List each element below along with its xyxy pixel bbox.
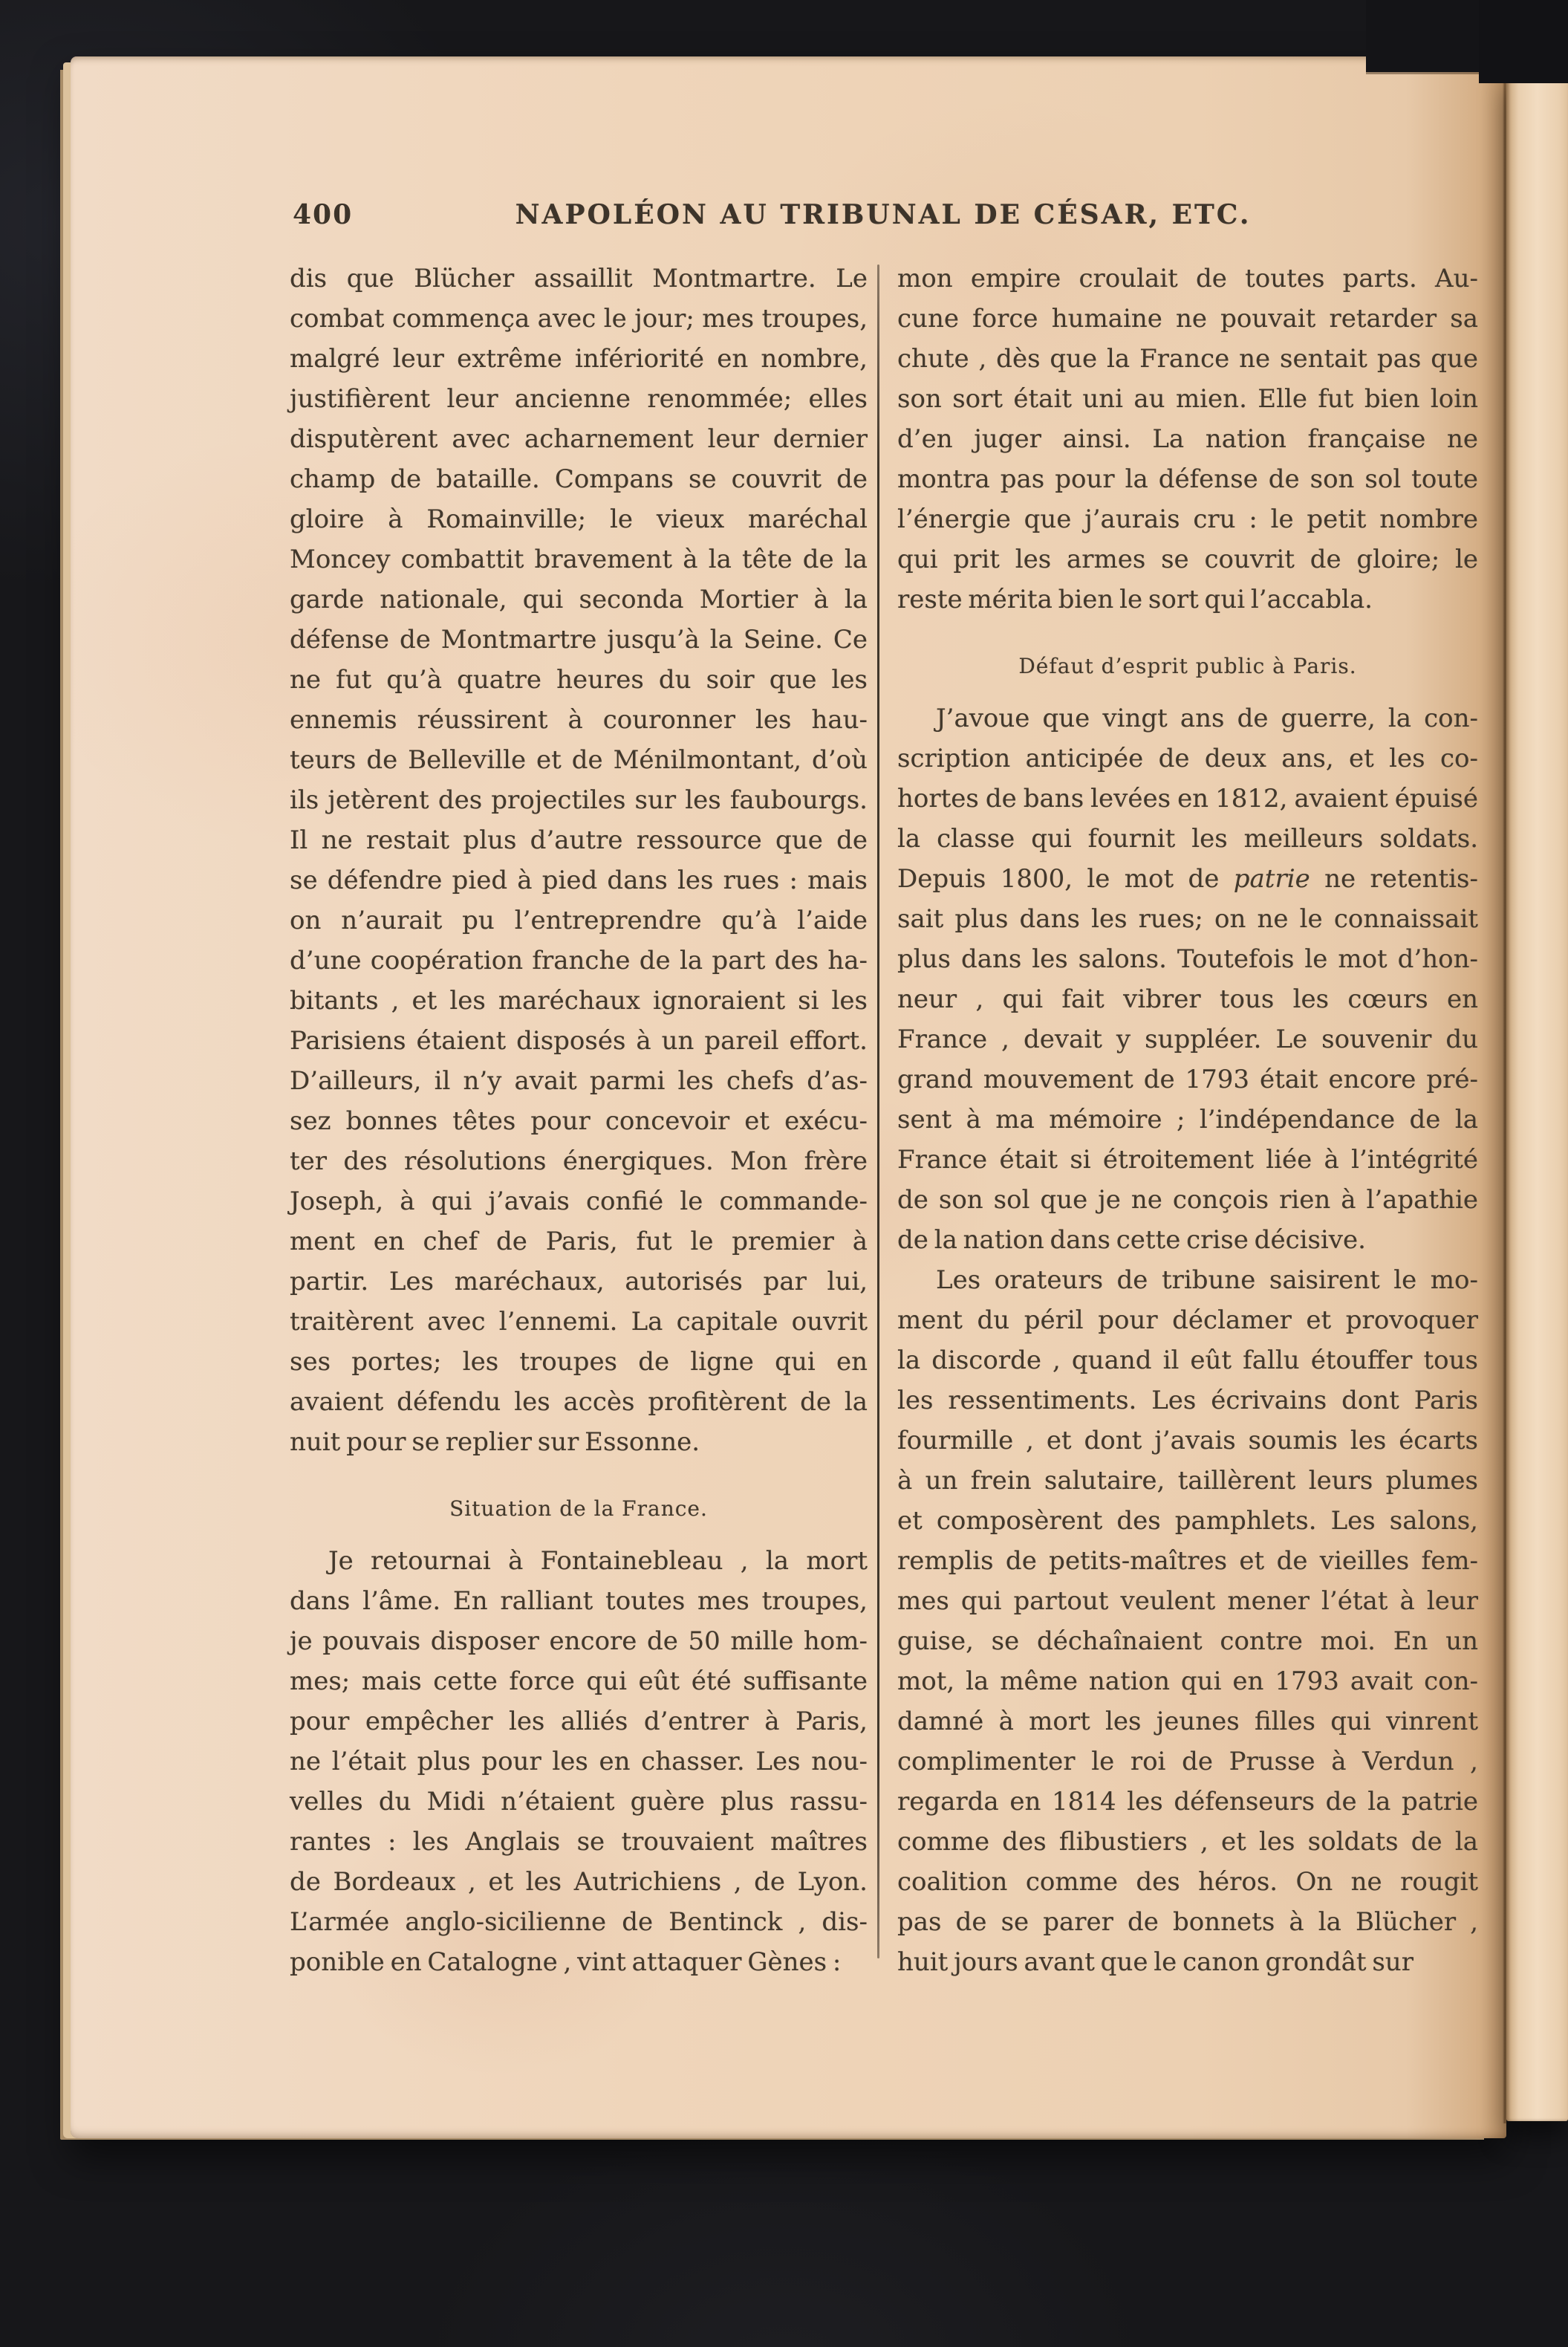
body-text-line: la discorde , quand il eût fallu étouffer tous	[897, 1345, 1478, 1375]
body-text-line: sent à ma mémoire ; l’indépendance de la	[897, 1105, 1478, 1134]
body-text-line: ennemis réussirent à couronner les hau-	[290, 705, 868, 735]
body-text-line: Les orateurs de tribune saisirent le mo-	[936, 1265, 1478, 1295]
body-text-line: et composèrent des pamphlets. Les salons,	[897, 1506, 1478, 1536]
body-text-line: teurs de Belleville et de Ménilmontant, d’où	[290, 745, 868, 775]
body-text-line: mes qui partout veulent mener l’état à leur	[897, 1586, 1478, 1616]
column-divider-rule	[877, 264, 879, 1958]
body-text-line: ils jetèrent des projectiles sur les faubourgs.	[290, 785, 868, 815]
body-text-line: Parisiens étaient disposés à un pareil effort.	[290, 1026, 868, 1056]
body-text-line: France était si étroitement liée à l’intégrité	[897, 1145, 1478, 1175]
body-text-line: fourmille , et dont j’avais soumis les écarts	[897, 1426, 1478, 1455]
body-text-line: comme des flibustiers , et les soldats de la	[897, 1827, 1478, 1857]
right-text-column	[897, 259, 1478, 1982]
section-heading: Situation de la France.	[449, 1496, 708, 1521]
page-header	[290, 199, 1477, 259]
body-text-line: damné à mort les jeunes filles qui vinrent	[897, 1707, 1478, 1736]
body-text-line: Joseph, à qui j’avais confié le commande-	[290, 1187, 868, 1216]
body-text-line: ment du péril pour déclamer et provoquer	[897, 1305, 1478, 1335]
body-text-line: l’énergie que j’aurais cru : le petit nombre	[897, 504, 1478, 534]
body-text-line: mon empire croulait de toutes parts. Au-	[897, 264, 1478, 293]
body-text-line: d’en juger ainsi. La nation française ne	[897, 424, 1478, 454]
body-text-line: de son sol que je ne conçois rien à l’apathie	[897, 1185, 1478, 1215]
body-text-line: partir. Les maréchaux, autorisés par lui,	[290, 1267, 868, 1296]
body-text-line: bitants , et les maréchaux ignoraient si les	[290, 986, 868, 1016]
body-text-line: J’avoue que vingt ans de guerre, la con-	[936, 704, 1478, 733]
body-text-line: cune force humaine ne pouvait retarder sa	[897, 304, 1478, 334]
page-content	[290, 199, 1478, 1977]
section-heading: Défaut d’esprit public à Paris.	[1018, 654, 1357, 678]
body-text-line: regarda en 1814 les défenseurs de la patrie	[897, 1787, 1478, 1817]
body-text-line: Depuis 1800, le mot de patrie ne retentis-	[897, 864, 1478, 894]
body-text-line: coalition comme des héros. On ne rougit	[897, 1867, 1478, 1897]
body-text-line: on n’aurait pu l’entreprendre qu’à l’aide	[290, 906, 868, 935]
body-text-line: champ de bataille. Compans se couvrit de	[290, 464, 868, 494]
book-cover-corner	[1479, 0, 1568, 83]
body-text-line: guise, se déchaînaient contre moi. En un	[897, 1626, 1478, 1656]
adjacent-page-edge	[1506, 71, 1568, 2121]
body-text-line: reste mérita bien le sort qui l’accabla.	[897, 585, 1373, 614]
body-text-line: ter des résolutions énergiques. Mon frère	[290, 1146, 868, 1176]
body-text-line: la classe qui fournit les meilleurs soldats.	[897, 824, 1478, 854]
body-text-line: je pouvais disposer encore de 50 mille hom-	[290, 1626, 868, 1656]
body-text-line: pour empêcher les alliés d’entrer à Paris,	[290, 1707, 868, 1736]
body-text-line: traitèrent avec l’ennemi. La capitale ouvrit	[290, 1307, 868, 1337]
body-text-line: huit jours avant que le canon grondât sur	[897, 1947, 1414, 1977]
body-text-line: scription anticipée de deux ans, et les co-	[897, 744, 1478, 773]
body-text-line: ment en chef de Paris, fut le premier à	[290, 1227, 868, 1256]
body-text-line: dans l’âme. En ralliant toutes mes troupes,	[290, 1586, 868, 1616]
body-text-line: de Bordeaux , et les Autrichiens , de Lyon.	[290, 1867, 868, 1897]
body-text-line: hortes de bans levées en 1812, avaient épuisé	[897, 784, 1478, 814]
body-text-line: les ressentiments. Les écrivains dont Paris	[897, 1386, 1478, 1415]
body-text-line: France , devait y suppléer. Le souvenir du	[897, 1025, 1478, 1054]
body-text-line: ne l’était plus pour les en chasser. Les nou-	[290, 1747, 868, 1776]
body-text-line: ne fut qu’à quatre heures du soir que les	[290, 665, 868, 695]
left-text-column	[290, 259, 868, 1982]
body-text-line: remplis de petits-maîtres et de vieilles fem-	[897, 1546, 1478, 1576]
body-text-line: gloire à Romainville; le vieux maréchal	[290, 504, 868, 534]
body-text-line: montra pas pour la défense de son sol toute	[897, 464, 1478, 494]
body-text-line: Je retournai à Fontainebleau , la mort	[328, 1546, 868, 1576]
body-text-line: avaient défendu les accès profitèrent de la	[290, 1387, 868, 1417]
body-text-line: combat commença avec le jour; mes troupes,	[290, 304, 868, 334]
body-text-line: à un frein salutaire, taillèrent leurs plumes	[897, 1466, 1478, 1496]
body-text-line: justifièrent leur ancienne renommée; elles	[290, 384, 868, 414]
body-text-line: D’ailleurs, il n’y avait parmi les chefs d’as-	[290, 1066, 868, 1096]
book-page	[71, 56, 1506, 2138]
body-text-line: garde nationale, qui seconda Mortier à la	[290, 585, 868, 614]
body-text-line: dis que Blücher assaillit Montmartre. Le	[290, 264, 868, 293]
page-number: 400	[293, 199, 354, 230]
body-text-line: son sort était uni au mien. Elle fut bien loin	[897, 384, 1478, 414]
body-text-line: plus dans les salons. Toutefois le mot d’hon-	[897, 944, 1478, 974]
body-text-line: Il ne restait plus d’autre ressource que de	[290, 825, 868, 855]
body-text-line: se défendre pied à pied dans les rues : mais	[290, 866, 868, 895]
body-text-line: neur , qui fait vibrer tous les cœurs en	[897, 984, 1478, 1014]
body-text-line: nuit pour se replier sur Essonne.	[290, 1427, 700, 1457]
body-text-line: Moncey combattit bravement à la tête de la	[290, 545, 868, 574]
body-text-line: disputèrent avec acharnement leur dernier	[290, 424, 868, 454]
body-text-line: grand mouvement de 1793 était encore pré-	[897, 1065, 1478, 1094]
body-text-line: défense de Montmartre jusqu’à la Seine. Ce	[290, 625, 868, 655]
body-text-line: L’armée anglo-sicilienne de Bentinck , dis-	[290, 1907, 868, 1937]
body-text-line: velles du Midi n’étaient guère plus rassu-	[290, 1787, 868, 1817]
body-text-line: pas de se parer de bonnets à la Blücher ,	[897, 1907, 1478, 1937]
body-text-line: sait plus dans les rues; on ne le connaissait	[897, 904, 1478, 934]
body-text-line: qui prit les armes se couvrit de gloire; le	[897, 545, 1478, 574]
body-text-line: d’une coopération franche de la part des ha-	[290, 946, 868, 976]
running-title: NAPOLÉON AU TRIBUNAL DE CÉSAR, ETC.	[515, 199, 1252, 230]
body-text-line: ponible en Catalogne , vint attaquer Gènes :	[290, 1947, 842, 1977]
body-text-line: malgré leur extrême infériorité en nombre,	[290, 344, 868, 374]
body-text-line: complimenter le roi de Prusse à Verdun ,	[897, 1747, 1478, 1776]
body-text-line: chute , dès que la France ne sentait pas que	[897, 344, 1478, 374]
body-text-line: mot, la même nation qui en 1793 avait con-	[897, 1666, 1478, 1696]
body-text-line: sez bonnes têtes pour concevoir et exécu-	[290, 1106, 868, 1136]
body-text-line: de la nation dans cette crise décisive.	[897, 1225, 1366, 1255]
body-text-line: mes; mais cette force qui eût été suffisante	[290, 1666, 868, 1696]
body-text-line: rantes : les Anglais se trouvaient maîtres	[290, 1827, 868, 1857]
body-text-line: ses portes; les troupes de ligne qui en	[290, 1347, 868, 1377]
